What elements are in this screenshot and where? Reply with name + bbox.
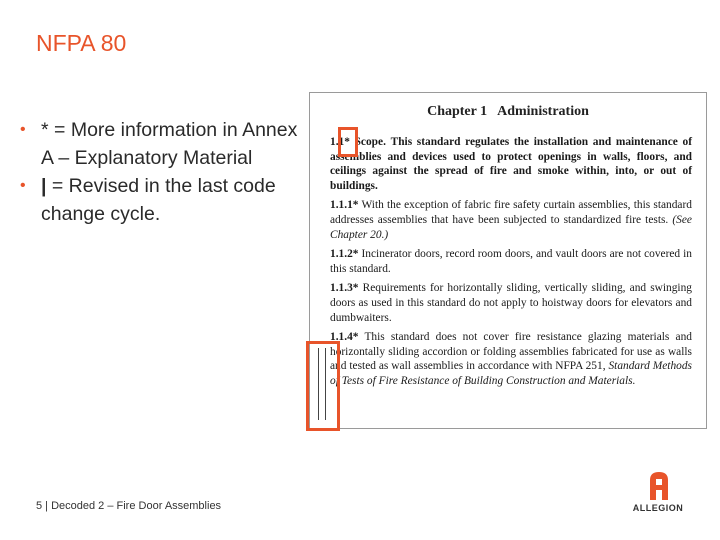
- chapter-heading: [310, 104, 706, 120]
- paragraph-text: This standard does not cover fire resistance glazing materials and horizontally sliding accordion or folding assemblies fabricated for use as walls and tested as wall assemblies in accordance with NFPA 251,: [330, 331, 692, 373]
- bullet-dot-icon: •: [20, 121, 26, 138]
- paragraph-number: 1.1.3*: [330, 282, 359, 295]
- allegion-logo-icon: [646, 470, 672, 500]
- document-excerpt: [309, 92, 707, 429]
- bullet-text: = More information in Annex A – Explanatory Material: [41, 119, 298, 169]
- paragraph-text: Incinerator doors, record room doors, and vault doors are not covered in this standard.: [330, 248, 692, 275]
- document-body: [330, 135, 692, 394]
- paragraph-text: With the exception of fabric fire safety curtain assemblies, this standard addresses assemblies that have been subjected to standardized fire tests.: [330, 199, 692, 226]
- bullet-list: [20, 116, 300, 228]
- paragraph-1-1-3: [330, 281, 692, 325]
- paragraph-1-1-1: [330, 198, 692, 242]
- bullet-dot-icon: •: [20, 177, 26, 194]
- paragraph-reference: Standard Methods of Tests of Fire Resistance of Building Construction and Materials.: [330, 360, 692, 387]
- bullet-item-revision: [20, 172, 300, 228]
- bullet-text: = Revised in the last code change cycle.: [41, 175, 276, 225]
- paragraph-number: 1.1* Scope.: [330, 136, 386, 148]
- logo-text: ALLEGION: [632, 503, 684, 513]
- chapter-title: Administration: [497, 104, 589, 119]
- bullet-prefix: |: [41, 175, 52, 197]
- paragraph-1-1: [330, 135, 692, 193]
- paragraph-number: 1.1.2*: [330, 248, 359, 261]
- bullet-prefix: *: [41, 119, 55, 141]
- allegion-logo: [620, 470, 696, 520]
- paragraph-1-1-4: [330, 330, 692, 388]
- slide-title: NFPA 80: [36, 30, 127, 56]
- paragraph-text: Requirements for horizontally sliding, vertically sliding, and swinging doors as used in this standard do not apply to hoistway doors for elevators and dumbwaiters.: [330, 282, 692, 324]
- bullet-item-asterisk: [20, 116, 300, 172]
- chapter-number: Chapter 1: [427, 104, 488, 119]
- slide-footer: 5 | Decoded 2 – Fire Door Assemblies: [36, 500, 222, 512]
- paragraph-1-1-2: [330, 247, 692, 276]
- paragraph-reference: (See Chapter 20.): [330, 213, 692, 241]
- paragraph-text: This standard regulates the installation and maintenance of assemblies and devices used to protect openings in walls, floors, and ceilings against the spread of fire and smoke within, into, or out of buildings.: [330, 136, 692, 192]
- paragraph-number: 1.1.1*: [330, 199, 359, 212]
- revision-highlight-box: [306, 341, 340, 431]
- paragraph-number: 1.1.4*: [330, 331, 359, 344]
- asterisk-highlight-box: [338, 127, 358, 157]
